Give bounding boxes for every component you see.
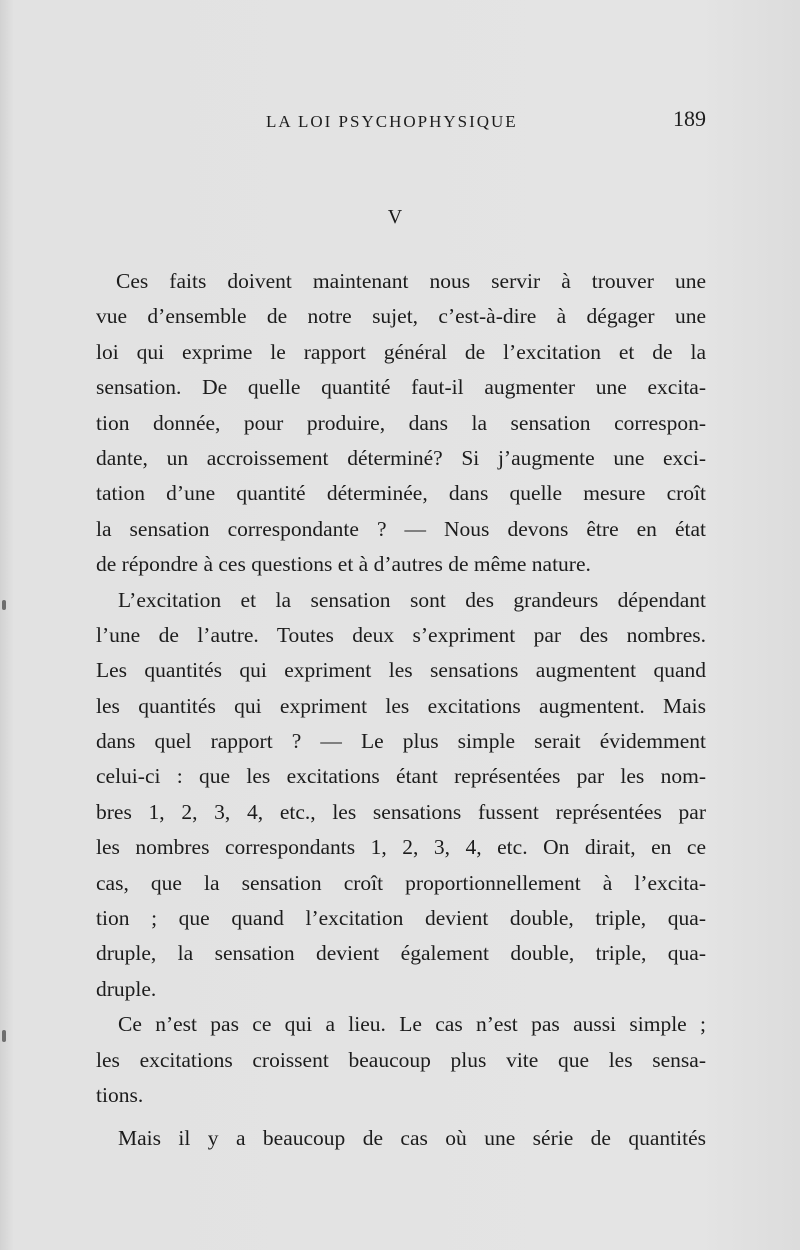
paragraph xyxy=(96,1007,706,1113)
text-line: dante, un accroissement déterminé? Si j’augmente une exci- xyxy=(96,445,706,470)
text-line: l’une de l’autre. Toutes deux s’expriment par des nombres. xyxy=(96,622,706,647)
paragraph xyxy=(96,1121,706,1156)
scan-edge-mark xyxy=(2,1030,6,1042)
running-title: LA LOI PSYCHOPHYSIQUE xyxy=(266,112,518,131)
text-line: loi qui exprime le rapport général de l’excitation et de la xyxy=(96,339,706,364)
text-line: celui-ci : que les excitations étant représentées par les nom- xyxy=(96,764,706,789)
text-line: les nombres correspondants 1, 2, 3, 4, etc. On dirait, en ce xyxy=(96,835,706,860)
text-line: tions. xyxy=(96,1082,144,1107)
text-line: sensation. De quelle quantité faut-il augmenter une excita- xyxy=(96,375,706,400)
text-line: L’excitation et la sensation sont des grandeurs dépendant xyxy=(118,587,706,612)
paragraph xyxy=(96,583,706,1008)
scan-edge-mark xyxy=(2,600,6,610)
text-line: Ces faits doivent maintenant nous servir à trouver une xyxy=(116,269,706,293)
text-line: bres 1, 2, 3, 4, etc., les sensations fussent représentées par xyxy=(96,799,706,824)
paragraph xyxy=(96,264,706,583)
text-line: cas, que la sensation croît proportionnellement à l’excita- xyxy=(96,870,706,895)
text-line: les excitations croissent beaucoup plus vite que les sensa- xyxy=(96,1047,706,1072)
text-line: Mais il y a beaucoup de cas où une série de quantités xyxy=(118,1126,706,1151)
text-line: druple, la sensation devient également double, triple, qua- xyxy=(96,941,706,966)
text-line: Ce n’est pas ce qui a lieu. Le cas n’est pas aussi simple ; xyxy=(118,1012,706,1037)
text-line: Les quantités qui expriment les sensations augmentent quand xyxy=(96,658,706,683)
text-line: la sensation correspondante ? — Nous devons être en état xyxy=(96,516,706,541)
body-text xyxy=(96,264,706,1157)
text-line: les quantités qui expriment les excitations augmentent. Mais xyxy=(96,693,706,718)
running-header xyxy=(96,106,706,140)
text-line: tation d’une quantité déterminée, dans quelle mesure croît xyxy=(96,481,706,506)
text-line: druple. xyxy=(96,976,157,1001)
text-line: vue d’ensemble de notre sujet, c’est-à-dire à dégager une xyxy=(96,304,706,329)
text-line: tion donnée, pour produire, dans la sensation correspon- xyxy=(96,410,706,435)
section-number: V xyxy=(387,206,403,228)
text-line: de répondre à ces questions et à d’autres de même nature. xyxy=(96,552,591,577)
page-number: 189 xyxy=(673,106,706,131)
text-line: dans quel rapport ? — Le plus simple serait évidemment xyxy=(96,729,706,754)
text-line: tion ; que quand l’excitation devient double, triple, qua- xyxy=(96,906,706,931)
